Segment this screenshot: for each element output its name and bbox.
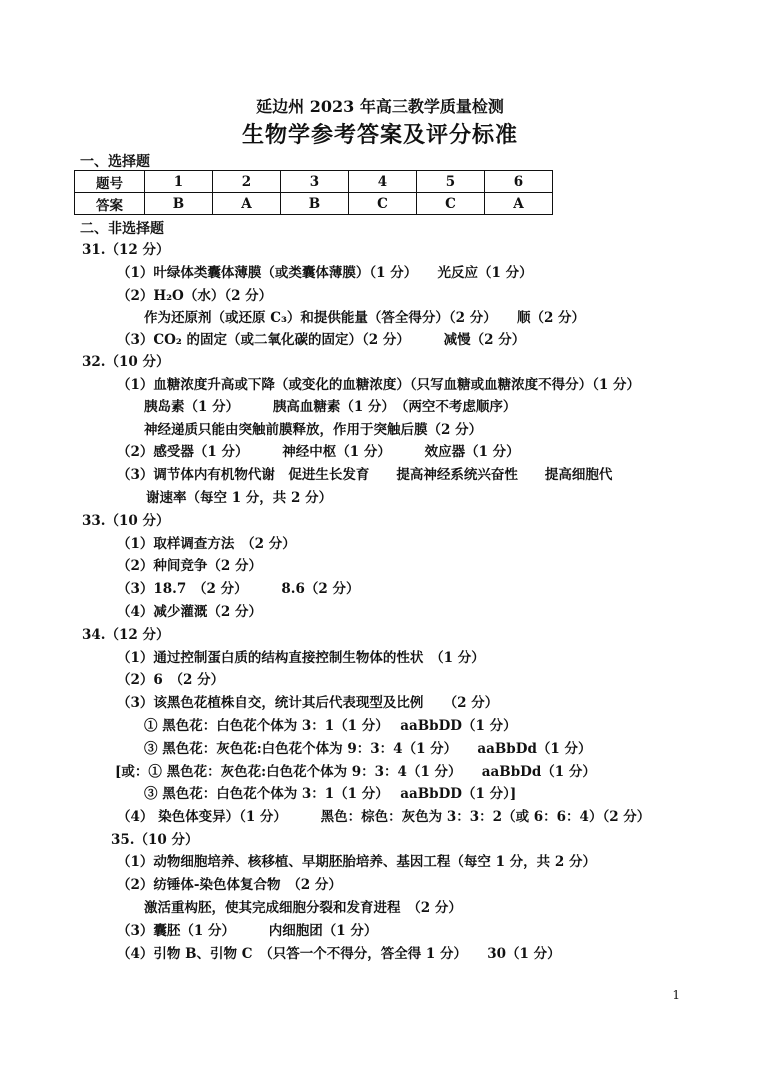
answer-line: [或：① 黑色花：灰色花:白色花个体为 9：3：4（1 分） aaBbDd（1 分） bbox=[115, 764, 596, 780]
answer-line: （3）调节体内有机物代谢 促进生长发育 提高神经系统兴奋性 提高细胞代 bbox=[117, 467, 613, 483]
table-cell: B bbox=[145, 193, 213, 215]
section-heading-choice: 一、选择题 bbox=[80, 154, 150, 170]
table-cell: 答案 bbox=[75, 193, 145, 215]
answer-line: （2）H₂O（水）（2 分） bbox=[117, 288, 273, 304]
answer-line: ① 黑色花：白色花个体为 3：1（1 分） aaBbDD（1 分） bbox=[144, 718, 517, 734]
answer-line: （1）血糖浓度升高或下降（或变化的血糖浓度）（只写血糖或血糖浓度不得分）（1 分） bbox=[117, 377, 640, 393]
answer-line: 作为还原剂（或还原 C₃）和提供能量（答全得分）（2 分） 顺（2 分） bbox=[144, 310, 586, 326]
answer-line: （2）6 （2 分） bbox=[117, 672, 225, 688]
answer-line: （1）叶绿体类囊体薄膜（或类囊体薄膜）（1 分） 光反应（1 分） bbox=[117, 265, 533, 281]
answer-line: （4）引物 B、引物 C （只答一个不得分，答全得 1 分） 30（1 分） bbox=[117, 946, 561, 962]
answer-line: 谢速率（每空 1 分，共 2 分） bbox=[146, 490, 333, 506]
table-cell: A bbox=[485, 193, 553, 215]
answer-line: （1）取样调查方法 （2 分） bbox=[117, 536, 296, 552]
answer-line: ③ 黑色花：白色花个体为 3：1（1 分） aaBbDD（1 分）] bbox=[144, 786, 517, 802]
answer-line: （4） 染色体变异）（1 分） 黑色：棕色：灰色为 3：3：2（或 6：6：4）（2 分） bbox=[117, 809, 651, 825]
table-cell: 3 bbox=[281, 171, 349, 193]
table-cell: 题号 bbox=[75, 171, 145, 193]
answer-line: （3）该黑色花植株自交，统计其后代表现型及比例 （2 分） bbox=[117, 695, 499, 711]
table-cell: 6 bbox=[485, 171, 553, 193]
table-cell: C bbox=[417, 193, 485, 215]
section-heading-nonchoice: 二、非选择题 bbox=[80, 221, 164, 237]
table-cell: B bbox=[281, 193, 349, 215]
page-number: 1 bbox=[672, 988, 680, 1002]
question-number: 34.（12 分） bbox=[82, 627, 170, 643]
question-number: 35.（10 分） bbox=[111, 832, 199, 848]
table-cell: 1 bbox=[145, 171, 213, 193]
table-cell: 5 bbox=[417, 171, 485, 193]
answer-line: （4）减少灌溉（2 分） bbox=[117, 604, 262, 620]
question-number: 33.（10 分） bbox=[82, 513, 170, 529]
answer-line: 激活重构胚，使其完成细胞分裂和发育进程 （2 分） bbox=[144, 900, 462, 916]
answer-line: （1）通过控制蛋白质的结构直接控制生物体的性状 （1 分） bbox=[117, 650, 485, 666]
table-row bbox=[75, 171, 553, 193]
answer-line: 神经递质只能由突触前膜释放，作用于突触后膜（2 分） bbox=[144, 422, 483, 438]
question-number: 32.（10 分） bbox=[82, 354, 170, 370]
answer-line: 胰岛素（1 分） 胰高血糖素（1 分） （两空不考虑顺序） bbox=[144, 399, 517, 415]
answer-line: ③ 黑色花：灰色花:白色花个体为 9：3：4（1 分） aaBbDd（1 分） bbox=[144, 741, 592, 757]
question-number: 31.（12 分） bbox=[82, 242, 170, 258]
answer-table bbox=[74, 170, 553, 215]
answer-line: （2）种间竞争（2 分） bbox=[117, 558, 262, 574]
answer-line: （3）18.7 （2 分） 8.6（2 分） bbox=[117, 581, 360, 597]
answer-line: （1）动物细胞培养、核移植、早期胚胎培养、基因工程（每空 1 分，共 2 分） bbox=[117, 854, 596, 870]
exam-title: 延边州 2023 年高三教学质量检测 bbox=[256, 97, 504, 116]
table-cell: A bbox=[213, 193, 281, 215]
table-cell: 4 bbox=[349, 171, 417, 193]
answer-line: （3）囊胚（1 分） 内细胞团（1 分） bbox=[117, 923, 378, 939]
table-cell: 2 bbox=[213, 171, 281, 193]
doc-title: 生物学参考答案及评分标准 bbox=[241, 122, 518, 148]
table-row bbox=[75, 193, 553, 215]
table-cell: C bbox=[349, 193, 417, 215]
answer-line: （2）感受器（1 分） 神经中枢（1 分） 效应器（1 分） bbox=[117, 444, 520, 460]
answer-line: （3）CO₂ 的固定（或二氧化碳的固定）（2 分） 减慢（2 分） bbox=[117, 332, 526, 348]
answer-line: （2）纺锤体-染色体复合物 （2 分） bbox=[117, 877, 342, 893]
